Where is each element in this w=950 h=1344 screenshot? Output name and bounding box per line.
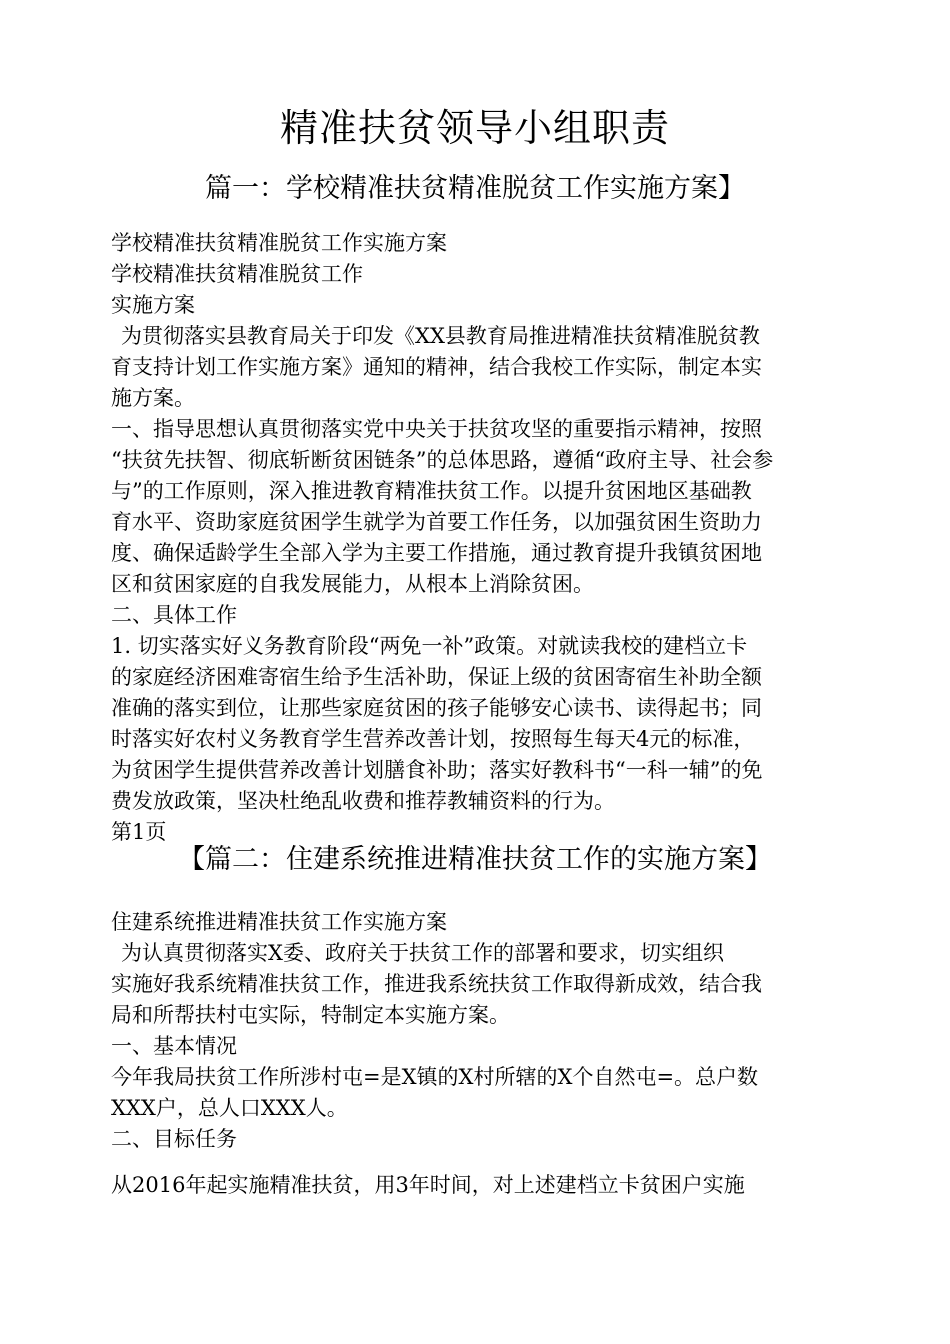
text-line: 学校精准扶贫精准脱贫工作实施方案 [111,231,447,255]
text-line: 育支持计划工作实施方案》通知的精神，结合我校工作实际，制定本实 [111,355,762,379]
text-line: 二、具体工作 [111,603,237,627]
text-line: 为贫困学生提供营养改善计划膳食补助；落实好教科书“一科一辅”的免 [111,758,763,782]
text-line: XXX户，总人口XXX人。 [111,1096,348,1120]
text-line: “扶贫先扶智、彻底斩断贫困链条”的总体思路，遵循“政府主导、社会参 [111,448,774,472]
section-heading-1: 篇一：学校精准扶贫精准脱贫工作实施方案】 [205,173,745,204]
section-body-2 [111,907,841,1155]
text-line: 的家庭经济困难寄宿生给予生活补助，保证上级的贫困寄宿生补助全额 [111,665,762,689]
text-line: 实施好我系统精准扶贫工作，推进我系统扶贫工作取得新成效，结合我 [111,972,762,996]
page-number: 第1页 [111,820,167,844]
text-line: 局和所帮扶村屯实际，特制定本实施方案。 [111,1003,510,1027]
text-line: 准确的落实到位，让那些家庭贫困的孩子能够安心读书、读得起书；同 [111,696,762,720]
section-body-2-continued [111,1170,841,1201]
text-line: 今年我局扶贫工作所涉村屯=是X镇的X村所辖的X个自然屯=。总户数 [111,1065,759,1089]
text-line: 从2016年起实施精准扶贫，用3年时间，对上述建档立卡贫困户实施 [111,1173,745,1197]
text-line: 费发放政策，坚决杜绝乱收费和推荐教辅资料的行为。 [111,789,615,813]
text-line: 学校精准扶贫精准脱贫工作 [111,262,363,286]
text-line: 施方案。 [111,386,195,410]
section-body-1 [111,228,841,848]
text-line: 实施方案 [111,293,195,317]
text-line: 与”的工作原则，深入推进教育精准扶贫工作。以提升贫困地区基础教 [111,479,752,503]
text-line: 育水平、资助家庭贫困学生就学为首要工作任务，以加强贫困生资助力 [111,510,762,534]
text-line: 住建系统推进精准扶贫工作实施方案 [111,910,447,934]
text-line: 时落实好农村义务教育学生营养改善计划，按照每生每天4元的标准， [111,727,755,751]
text-line: 为贯彻落实县教育局关于印发《XX县教育局推进精准扶贫精准脱贫教 [121,324,760,348]
section-heading-2: 【篇二：住建系统推进精准扶贫工作的实施方案】 [178,844,772,875]
document-title: 精准扶贫领导小组职责 [279,106,670,150]
text-line: 一、指导思想认真贯彻落实党中央关于扶贫攻坚的重要指示精神，按照 [111,417,762,441]
text-line: 1. 切实落实好义务教育阶段“两免一补”政策。对就读我校的建档立卡 [111,634,748,658]
text-line: 度、确保适龄学生全部入学为主要工作措施，通过教育提升我镇贫困地 [111,541,762,565]
text-line: 为认真贯彻落实X委、政府关于扶贫工作的部署和要求，切实组织 [121,941,724,965]
text-line: 二、目标任务 [111,1127,237,1151]
text-line: 一、基本情况 [111,1034,237,1058]
text-line: 区和贫困家庭的自我发展能力，从根本上消除贫困。 [111,572,594,596]
